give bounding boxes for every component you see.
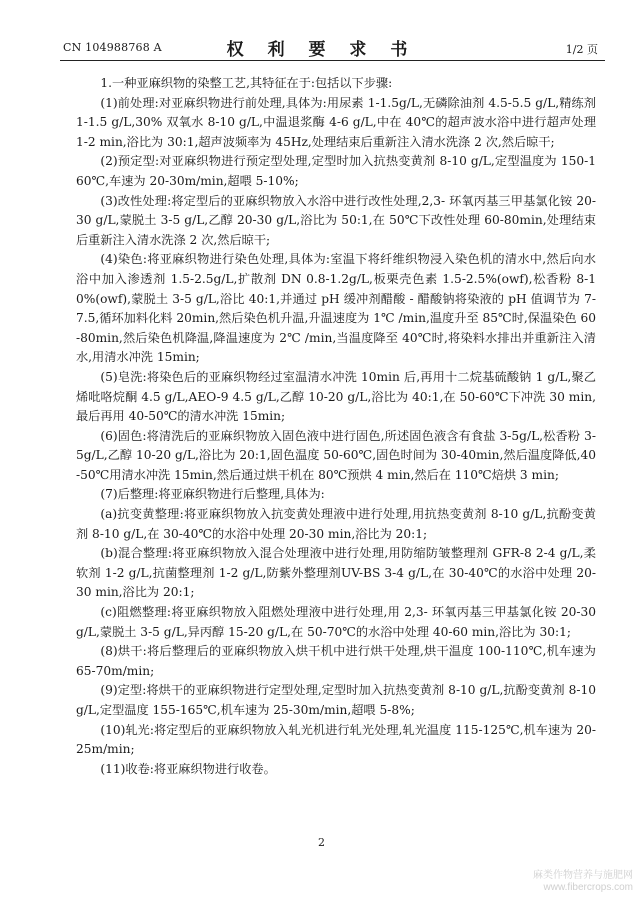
page-count: 1/2 页 xyxy=(565,43,598,56)
claim-paragraph: (1)前处理:对亚麻织物进行前处理,具体为:用尿素 1-1.5g/L,无磷除油剂 4.5-5.5 g/L,精练剂 1-1.5 g/L,30% 双氧水 8-10 g/L,中温退浆酶 4-6 g/L,中在 40℃的超声波水浴中进行超声处理 1-2 min,浴比为 30:1,超声波频率为 45Hz,处理结束后重新注入清水洗涤 2 次,然后晾干; xyxy=(76,95,596,149)
claim-paragraph: (9)定型:将烘干的亚麻织物进行定型处理,定型时加入抗热变黄剂 8-10 g/L,抗酚变黄剂 8-10 g/L,定型温度 155-165℃,机车速为 25-30m/min,超喂 5-8%; xyxy=(76,683,596,717)
claim-paragraph: (2)预定型:对亚麻织物进行预定型处理,定型时加入抗热变黄剂 8-10 g/L,定型温度为 150-160℃,车速为 20-30m/min,超喂 5-10%; xyxy=(76,154,596,188)
claim-paragraph: (5)皂洗:将染色后的亚麻织物经过室温清水冲洗 10min 后,再用十二烷基硫酸钠 1 g/L,聚乙烯吡咯烷酮 4.5 g/L,AEO-9 4.5 g/L,乙醇 10-20 g/L,浴比为 40:1,在 50-60℃下冲洗 30 min,最后再用 40-50℃的清水冲洗 15min; xyxy=(76,369,596,424)
claim-paragraph: (3)改性处理:将定型后的亚麻织物放入水浴中进行改性处理,2,3- 环氧丙基三甲基氯化铵 20-30 g/L,蒙脱土 3-5 g/L,乙醇 20-30 g/L,浴比为 50:1,在 50℃下改性处理 60-80min,处理结束后重新注入清水洗涤 2 次,然后晾干; xyxy=(76,193,596,247)
page-header xyxy=(0,0,643,66)
claim-paragraph: (8)烘干:将后整理后的亚麻织物放入烘干机中进行烘干处理,烘干温度 100-110℃,机车速为 65-70m/min; xyxy=(76,644,596,678)
claim-paragraph: (a)抗变黄整理:将亚麻织物放入抗变黄处理液中进行处理,用抗热变黄剂 8-10 g/L,抗酚变黄剂 8-10 g/L,在 30-40℃的水浴中处理 20-30 min,浴比为 20:1; xyxy=(76,507,596,541)
claim-paragraph: (b)混合整理:将亚麻织物放入混合处理液中进行处理,用防缩防皱整理剂 GFR-8 2-4 g/L,柔软剂 1-2 g/L,抗菌整理剂 1-2 g/L,防紫外整理剂UV-BS 3-4 g/L,在 30-40℃的水浴中处理 20-30 min,浴比为 20:1; xyxy=(76,546,596,600)
header-divider xyxy=(60,60,605,61)
claim-paragraph: 1.一种亚麻织物的染整工艺,其特征在于:包括以下步骤: xyxy=(100,76,393,90)
patent-number: CN 104988768 A xyxy=(63,41,162,54)
watermark-site-name: 麻类作物营养与施肥网 xyxy=(533,870,633,881)
claim-paragraph: (10)轧光:将定型后的亚麻织物放入轧光机进行轧光处理,轧光温度 115-125℃,机车速为 20-25m/min; xyxy=(76,722,596,757)
claim-paragraph: (c)阻燃整理:将亚麻织物放入阻燃处理液中进行处理,用 2,3- 环氧丙基三甲基氯化铵 20-30 g/L,蒙脱土 3-5 g/L,异丙醇 15-20 g/L,在 50-70℃的水浴中处理 40-60 min,浴比为 30:1; xyxy=(76,605,596,639)
claim-paragraph: (7)后整理:将亚麻织物进行后整理,具体为: xyxy=(100,487,325,502)
claim-paragraph: (6)固色:将清洗后的亚麻织物放入固色液中进行固色,所述固色液含有食盐 3-5g/L,松香粉 3-5g/L,乙醇 10-20 g/L,浴比为 20:1,固色温度 50-60℃,固色时间为 30-40min,然后温度降低,40-50℃用清水冲洗 15min,然后通过烘干机在 80℃预烘 4 min,然后在 110℃焙烘 3 min; xyxy=(76,428,596,482)
watermark xyxy=(533,870,633,894)
claim-paragraph: (11)收卷:将亚麻织物进行收卷。 xyxy=(100,761,276,776)
page-number: 2 xyxy=(318,836,325,849)
watermark-url: www.fibercrops.com xyxy=(543,882,633,893)
document-title: 权 利 要 求 书 xyxy=(226,40,417,60)
claims-body xyxy=(76,74,596,779)
claim-paragraph: (4)染色:将亚麻织物进行染色处理,具体为:室温下将纤维织物浸入染色机的清水中,然后向水浴中加入渗透剂 1.5-2.5g/L,扩散剂 DN 0.8-1.2g/L,板栗壳色素 1.5-2.5%(owf),松香粉 8-10%(owf),蒙脱土 3-5 g/L,浴比 40:1,并通过 pH 缓冲剂醋酸 - 醋酸钠将染液的 pH 值调节为 7-7.5,循环加料化料 20min,然后染色机升温,升温速度为 1℃ /min,温度升至 85℃时,保温染色 60-80min,然后染色机降温,降温速度为 2℃ /min,当温度降至 40℃时,将染料水排出并重新注入清水,用清水冲洗 15min; xyxy=(76,252,596,365)
